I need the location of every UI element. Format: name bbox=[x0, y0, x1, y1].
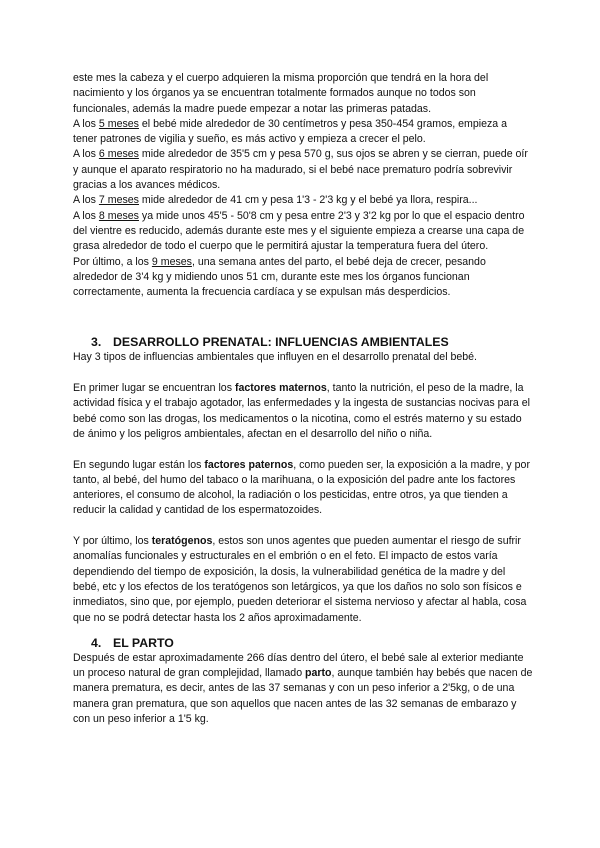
paragraph-el-parto bbox=[73, 651, 533, 727]
underlined-month: 9 meses bbox=[151, 255, 192, 268]
spacer bbox=[73, 300, 533, 334]
spacer bbox=[73, 519, 533, 534]
text-pre: Después de estar aproximadamente 266 días dentro del útero, el bebé sale al exterior mediante un proceso natural de gran complejidad, llamado bbox=[73, 651, 524, 680]
section-4-heading bbox=[73, 635, 533, 651]
text-post: ya mide unos 45'5 - 50'8 cm y pesa entre 2'3 y 3'2 kg por lo que el espacio dentro del vientre es reducido, además durante este mes y el siguiente empieza a crearse una capa de grasa alrededor de todo el cuerpo que le permitirá ajustar la temperatura fuera del útero. bbox=[73, 209, 525, 253]
underlined-month: 7 meses bbox=[98, 194, 139, 207]
section-4-number: 4. bbox=[91, 635, 102, 650]
text-pre: Y por último, los bbox=[73, 535, 152, 548]
section-3-intro: Hay 3 tipos de influencias ambientales que influyen en el desarrollo prenatal del bebé. bbox=[73, 351, 478, 364]
text-pre: A los bbox=[73, 194, 99, 207]
spacer bbox=[73, 366, 533, 381]
text-pre: A los bbox=[73, 117, 99, 130]
paragraph-7-meses bbox=[73, 193, 533, 208]
spacer bbox=[73, 442, 533, 457]
bold-term: factores maternos bbox=[234, 382, 327, 395]
paragraph-factores-maternos bbox=[73, 381, 533, 442]
paragraph-6-meses bbox=[73, 147, 533, 193]
bold-term: teratógenos bbox=[151, 535, 213, 548]
section-3-title: DESARROLLO PRENATAL: INFLUENCIAS AMBIENTALES bbox=[113, 335, 449, 350]
bold-term: parto bbox=[305, 667, 332, 680]
section-3-heading bbox=[73, 334, 533, 350]
text-post: mide alrededor de 41 cm y pesa 1'3 - 2'3 kg y el bebé ya llora, respira... bbox=[138, 194, 478, 207]
underlined-month: 5 meses bbox=[98, 117, 139, 130]
text-pre: En primer lugar se encuentran los bbox=[73, 382, 235, 395]
paragraph-teratogenos bbox=[73, 534, 533, 626]
underlined-month: 8 meses bbox=[98, 209, 139, 222]
text-post: , aunque también hay bebés que nacen de manera prematura, es decir, antes de las 37 semanas y con un peso inferior a 2'5kg, o de una manera gran prematura, que son aquellos que nacen antes de las 32 semanas de embarazo y con un peso inferior a 1'5 kg. bbox=[73, 667, 533, 725]
paragraph-9-meses bbox=[73, 255, 533, 301]
paragraph-factores-paternos bbox=[73, 458, 533, 519]
text-pre: A los bbox=[73, 148, 99, 161]
text-post: el bebé mide alrededor de 30 centímetros y pesa 350-454 gramos, empieza a tener patrones de vigilia y sueño, es más activo y empieza a crecer el pelo. bbox=[73, 117, 508, 146]
paragraph-intro: este mes la cabeza y el cuerpo adquieren la misma proporción que tendrá en la hora del nacimiento y los órganos ya se encuentran totalmente formados aunque no todos son funcionales, además la madre puede empezar a notar las primeras patadas. bbox=[73, 72, 489, 115]
section-4-title: EL PARTO bbox=[113, 635, 174, 650]
text-pre: A los bbox=[73, 209, 99, 222]
bold-term: factores paternos bbox=[204, 458, 294, 471]
text-post: , una semana antes del parto, el bebé deja de crecer, pesando alrededor de 3'4 kg y midiendo unos 51 cm, durante este mes los órganos funcionan correctamente, aumenta la frecuencia cardíaca y se expulsan más desperdicios. bbox=[73, 255, 486, 299]
paragraph-5-meses bbox=[73, 117, 533, 148]
text-pre: Por último, a los bbox=[73, 255, 152, 268]
text-post: , estos son unos agentes que pueden aumentar el riesgo de sufrir anomalías funcionales y estructurales en el embrión o en el feto. El impacto de estos varía dependiendo del tiempo de exposición, la dosis, la vulnerabilidad genética de la madre y del bebé, etc y los efectos de los teratógenos son letárgicos, ya que los daños no solo son físicos e inmediatos, sino que, por ejemplo, pueden deteriorar el sistema nervioso y afectar al habla, cosa que no se podrá detectar hasta los 2 años aproximadamente. bbox=[73, 535, 527, 624]
paragraph-8-meses bbox=[73, 209, 533, 255]
section-3-number: 3. bbox=[91, 335, 102, 350]
underlined-month: 6 meses bbox=[98, 148, 139, 161]
text-post: , como pueden ser, la exposición a la madre, y por tanto, al bebé, del humo del tabaco o la marihuana, o la exposición del padre ante los factores anteriores, el consumo de alcohol, la radiación o los pesticidas, entre otros, ya que tienden a reducir la calidad y cantidad de los espermatozoides. bbox=[73, 458, 530, 517]
document-body bbox=[73, 71, 533, 727]
text-post: mide alrededor de 35'5 cm y pesa 570 g, sus ojos se abren y se cierran, puede oír y aunque el aparato respiratorio no ha madurado, si el bebé nace prematuro podría sobrevivir gracias a los avances médicos. bbox=[73, 148, 528, 192]
text-pre: En segundo lugar están los bbox=[73, 458, 205, 471]
text-post: , tanto la nutrición, el peso de la madre, la actividad física y el trabajo agotador, las enfermedades y la ingesta de sustancias nocivas para el bebé como son las drogas, los medicamentos o la nicotina, como el estrés materno y su estado de ánimo y los peligros ambientales, afectan en el desarrollo del niño o niña. bbox=[73, 382, 530, 440]
spacer bbox=[73, 626, 533, 635]
